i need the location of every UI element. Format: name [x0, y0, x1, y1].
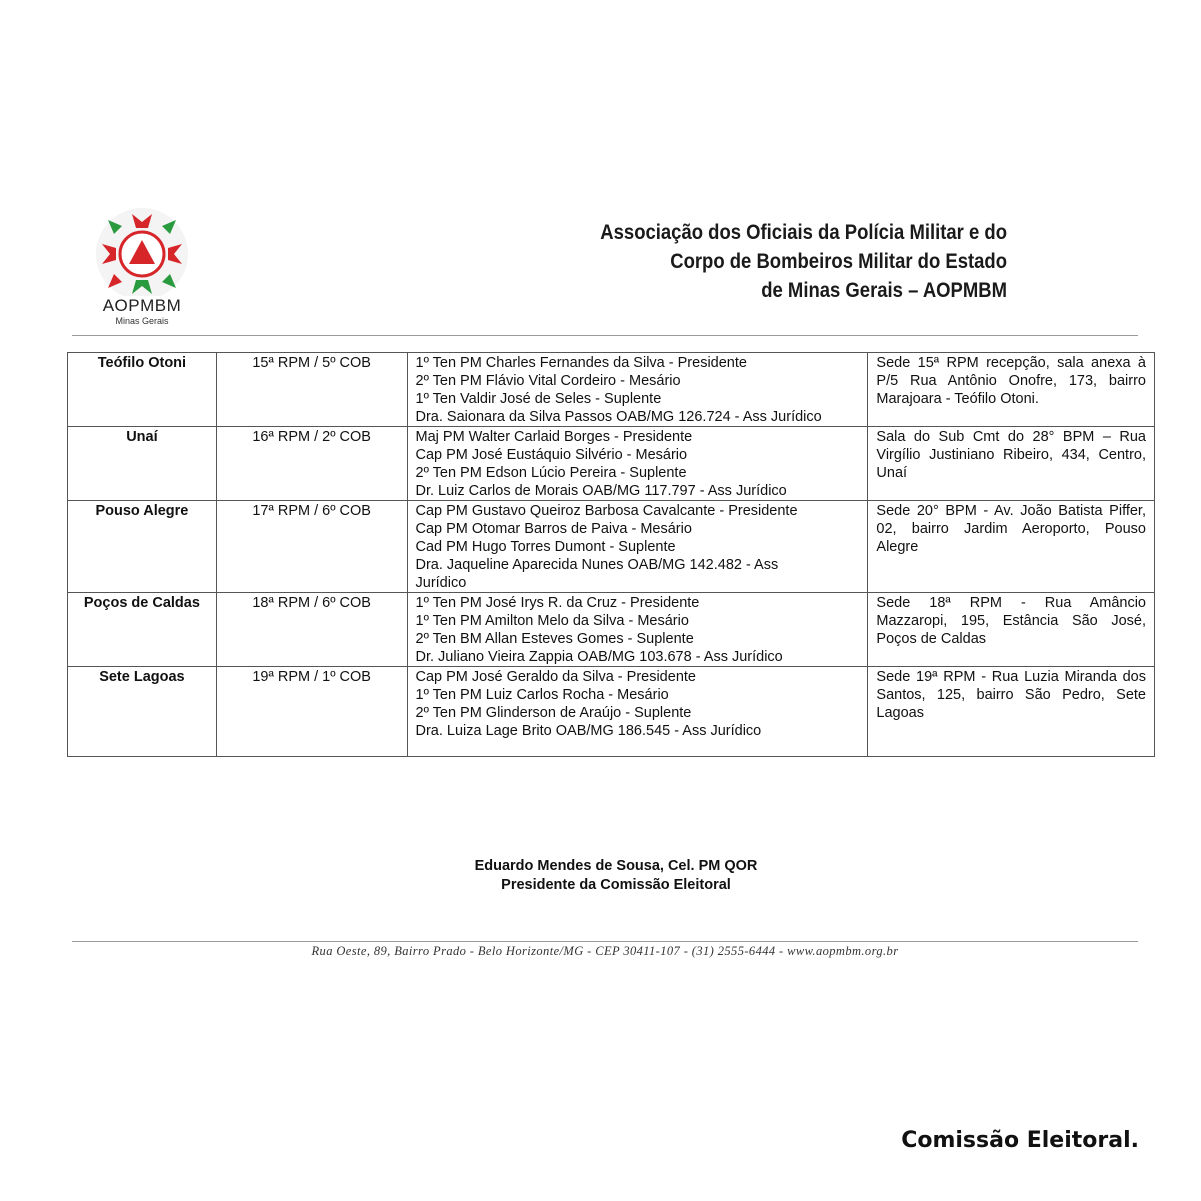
city-cell: Poços de Caldas [68, 593, 217, 667]
member-line: Cap PM Gustavo Queiroz Barbosa Cavalcante - Presidente [415, 503, 798, 519]
logo-subtitle: Minas Gerais [115, 316, 169, 326]
city-cell: Unaí [68, 427, 217, 501]
member-line: Cap PM José Geraldo da Silva - Presidente [415, 669, 696, 685]
signatory-role: Presidente da Comissão Eleitoral [501, 877, 731, 893]
footer-divider [72, 941, 1138, 942]
address-cell: Sede 15ª RPM recepção, sala anexa à P/5 Rua Antônio Onofre, 173, bairro Marajoara - Teófilo Otoni. [868, 353, 1155, 427]
member-line: Cap PM José Eustáquio Silvério - Mesário [415, 447, 688, 463]
member-line: Cad PM Hugo Torres Dumont - Suplente [415, 539, 676, 555]
member-line: Dra. Luiza Lage Brito OAB/MG 186.545 - Ass Jurídico [415, 723, 762, 739]
logo-name: AOPMBM [102, 296, 182, 315]
footer-address: Rua Oeste, 89, Bairro Prado - Belo Horizonte/MG - CEP 30411-107 - (31) 2555-6444 - www.aopmbm.org.br [311, 944, 899, 958]
table-row [68, 593, 1155, 667]
rpm-cell: 16ª RPM / 2º COB [216, 427, 407, 501]
member-line: 2º Ten PM Edson Lúcio Pereira - Suplente [415, 465, 687, 481]
rpm-cell: 18ª RPM / 6º COB [216, 593, 407, 667]
table-row [68, 501, 1155, 593]
rpm-cell: 17ª RPM / 6º COB [216, 501, 407, 593]
aopmbm-logo [72, 208, 212, 332]
member-line: 1º Ten PM Luiz Carlos Rocha - Mesário [415, 687, 669, 703]
title-line: de Minas Gerais – AOPMBM [761, 279, 1007, 302]
table-row [68, 353, 1155, 427]
member-line: 2º Ten BM Allan Esteves Gomes - Suplente [415, 631, 694, 647]
city-cell: Pouso Alegre [68, 501, 217, 593]
header-divider [72, 335, 1138, 336]
member-line: Cap PM Otomar Barros de Paiva - Mesário [415, 521, 692, 537]
member-line: Jurídico [415, 575, 467, 591]
member-line: Dr. Luiz Carlos de Morais OAB/MG 117.797 - Ass Jurídico [415, 483, 787, 499]
city-cell: Teófilo Otoni [68, 353, 217, 427]
members-cell [407, 593, 868, 667]
member-line: Dra. Jaqueline Aparecida Nunes OAB/MG 142.482 - Ass [415, 557, 779, 573]
member-line: 1º Ten PM José Irys R. da Cruz - Presidente [415, 595, 700, 611]
member-line: 1º Ten Valdir José de Seles - Suplente [415, 391, 662, 407]
address-cell: Sede 19ª RPM - Rua Luzia Miranda dos Santos, 125, bairro São Pedro, Sete Lagoas [868, 667, 1155, 757]
emblem-icon [94, 208, 190, 296]
table-row [68, 667, 1155, 757]
members-cell [407, 353, 868, 427]
member-line: Dra. Saionara da Silva Passos OAB/MG 126.724 - Ass Jurídico [415, 409, 822, 425]
table-row [68, 427, 1155, 501]
commission-caption: Comissão Eleitoral. [901, 1128, 1139, 1153]
address-cell: Sede 18ª RPM - Rua Amâncio Mazzaropi, 195, Estância São José, Poços de Caldas [868, 593, 1155, 667]
member-line: 1º Ten PM Charles Fernandes da Silva - Presidente [415, 355, 747, 371]
rpm-cell: 15ª RPM / 5º COB [216, 353, 407, 427]
city-cell: Sete Lagoas [68, 667, 217, 757]
member-line: 1º Ten PM Amilton Melo da Silva - Mesário [415, 613, 689, 629]
title-line: Associação dos Oficiais da Polícia Militar e do [600, 221, 1007, 244]
rpm-cell: 19ª RPM / 1º COB [216, 667, 407, 757]
members-cell [407, 427, 868, 501]
signature-block [0, 857, 1201, 895]
member-line: Dr. Juliano Vieira Zappia OAB/MG 103.678 - Ass Jurídico [415, 649, 783, 665]
signatory-name: Eduardo Mendes de Sousa, Cel. PM QOR [474, 858, 758, 874]
electoral-board-table [67, 352, 1155, 757]
address-cell: Sede 20° BPM - Av. João Batista Piffer, 02, bairro Jardim Aeroporto, Pouso Alegre [868, 501, 1155, 593]
member-line: 2º Ten PM Flávio Vital Cordeiro - Mesário [415, 373, 681, 389]
address-cell: Sala do Sub Cmt do 28° BPM – Rua Virgílio Justiniano Ribeiro, 434, Centro, Unaí [868, 427, 1155, 501]
member-line: Maj PM Walter Carlaid Borges - Presidente [415, 429, 693, 445]
members-cell [407, 501, 868, 593]
members-cell [407, 667, 868, 757]
organization-title [514, 218, 1007, 305]
title-line: Corpo de Bombeiros Militar do Estado [670, 250, 1007, 273]
member-line: 2º Ten PM Glinderson de Araújo - Suplente [415, 705, 692, 721]
